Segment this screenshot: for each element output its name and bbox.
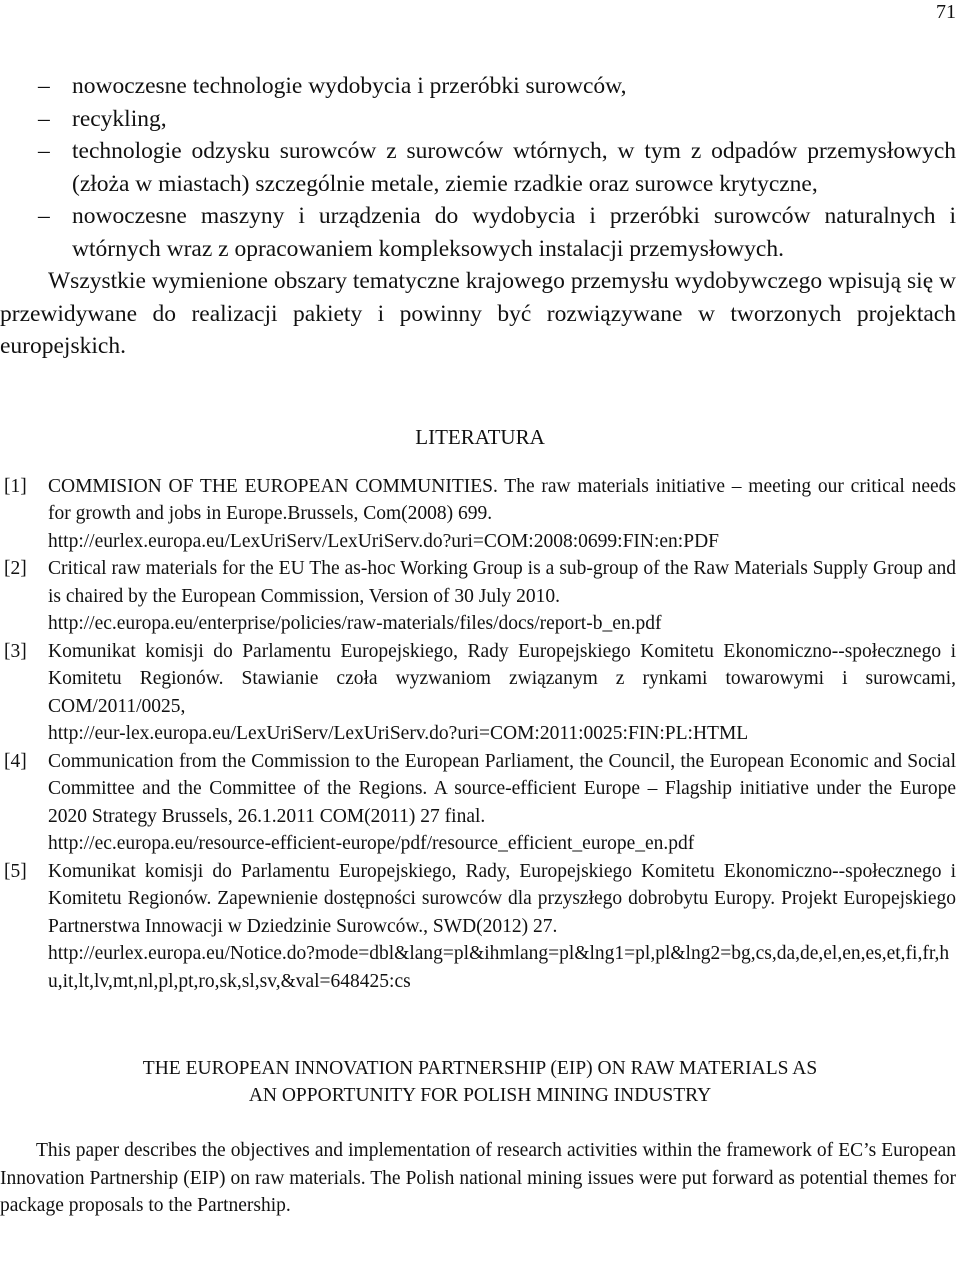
abstract-title-line: THE EUROPEAN INNOVATION PARTNERSHIP (EIP) ON RAW MATERIALS AS bbox=[142, 1058, 818, 1079]
reference-text: Komunikat komisji do Parlamentu Europejskiego, Rady, Europejskiego Komitetu Ekonomiczno--społecznego i Komitetu Regionów. Zapewnienie dostępności surowców dla przyszłego dobrobytu Europy. Projekt Europejskiego Partnerstwa Innowacji w Dziedzinie Surowców., SWD(2012) 27. bbox=[48, 860, 956, 937]
dash-bullet: – bbox=[38, 105, 50, 132]
reference-url[interactable]: http://ec.europa.eu/enterprise/policies/raw-materials/files/docs/report-b_en.pdf bbox=[48, 613, 662, 634]
page-number: 71 bbox=[936, 1, 956, 23]
reference-list bbox=[0, 473, 960, 996]
reference-number: [1] bbox=[4, 475, 27, 497]
reference-text: COMMISION OF THE EUROPEAN COMMUNITIES. The raw materials initiative – meeting our critical needs for growth and jobs in Europe.Brussels, Com(2008) 699. bbox=[48, 475, 956, 524]
reference-text: Communication from the Commission to the European Parliament, the Council, the European Economic and Social Committee and the Committee of the Regions. A source-efficient Europe – Flagship initiative under the Europe 2020 Strategy Brussels, 26.1.2011 COM(2011) 27 final. bbox=[48, 750, 956, 827]
reference-number: [2] bbox=[4, 558, 27, 579]
reference-item bbox=[0, 748, 960, 858]
reference-number: [4] bbox=[4, 750, 27, 772]
abstract-title bbox=[0, 1055, 960, 1109]
list-item-text: technologie odzysku surowców z surowców wtórnych, w tym z odpadów przemysłowych (złoża w miastach) szczególnie metale, ziemie rzadkie oraz surowce krytyczne, bbox=[72, 138, 956, 197]
reference-item bbox=[0, 858, 960, 996]
list-item-text: nowoczesne maszyny i urządzenia do wydobycia i przeróbki surowców naturalnych i wtórnych wraz z opracowaniem kompleksowych instalacji przemysłowych. bbox=[72, 203, 956, 262]
reference-item bbox=[0, 473, 960, 556]
list-item bbox=[0, 135, 960, 200]
reference-item bbox=[0, 638, 960, 748]
reference-url[interactable]: http://eurlex.europa.eu/LexUriServ/LexUriServ.do?uri=COM:2008:0699:FIN:en:PDF bbox=[48, 530, 719, 552]
reference-number: [3] bbox=[4, 640, 27, 662]
page-content bbox=[0, 70, 960, 1220]
reference-text: Critical raw materials for the EU The as-hoc Working Group is a sub-group of the Raw Materials Supply Group and is chaired by the European Commission, Version of 30 July 2010. bbox=[48, 558, 956, 607]
abstract-body: This paper describes the objectives and implementation of research activities within the framework of EC’s European Innovation Partnership (EIP) on raw materials. The Polish national mining issues were put forward as potential themes for package proposals to the Partnership. bbox=[0, 1140, 956, 1216]
reference-number: [5] bbox=[4, 860, 27, 882]
dash-bullet: – bbox=[38, 73, 50, 99]
literature-heading: LITERATURA bbox=[415, 424, 545, 449]
list-item-text: recykling, bbox=[72, 105, 167, 132]
reference-item bbox=[0, 555, 960, 638]
dash-bullet: – bbox=[38, 138, 50, 164]
list-item bbox=[0, 200, 960, 265]
reference-text: Komunikat komisji do Parlamentu Europejskiego, Rady Europejskiego Komitetu Ekonomiczno--społecznego i Komitetu Regionów. Stawianie czoła wyzwaniom związanym z rynkami towarowymi i surowcami, COM/2011/0025, bbox=[48, 640, 956, 717]
reference-url[interactable]: http://ec.europa.eu/resource-efficient-europe/pdf/resource_efficient_europe_en.pdf bbox=[48, 833, 695, 854]
dash-list bbox=[0, 70, 960, 265]
list-item bbox=[0, 70, 960, 103]
list-item-text: nowoczesne technologie wydobycia i przeróbki surowców, bbox=[72, 73, 627, 99]
reference-url[interactable]: http://eurlex.europa.eu/Notice.do?mode=dbl&lang=pl&ihmlang=pl&lng1=pl,pl&lng2=bg,cs,da,de,el,en,es,et,fi,fr,hu,it,lt,lv,mt,nl,pl,pt,ro,sk,sl,sv,&val=648425:cs bbox=[48, 943, 950, 992]
list-item bbox=[0, 103, 960, 136]
body-paragraph: Wszystkie wymienione obszary tematyczne krajowego przemysłu wydobywczego wpisują się w przewidywane do realizacji pakiety i powinny być rozwiązywane w tworzonych projektach europejskich. bbox=[0, 268, 956, 359]
abstract-title-line: AN OPPORTUNITY FOR POLISH MINING INDUSTRY bbox=[248, 1085, 712, 1106]
dash-bullet: – bbox=[38, 203, 50, 229]
reference-url[interactable]: http://eur-lex.europa.eu/LexUriServ/LexUriServ.do?uri=COM:2011:0025:FIN:PL:HTML bbox=[48, 723, 749, 744]
